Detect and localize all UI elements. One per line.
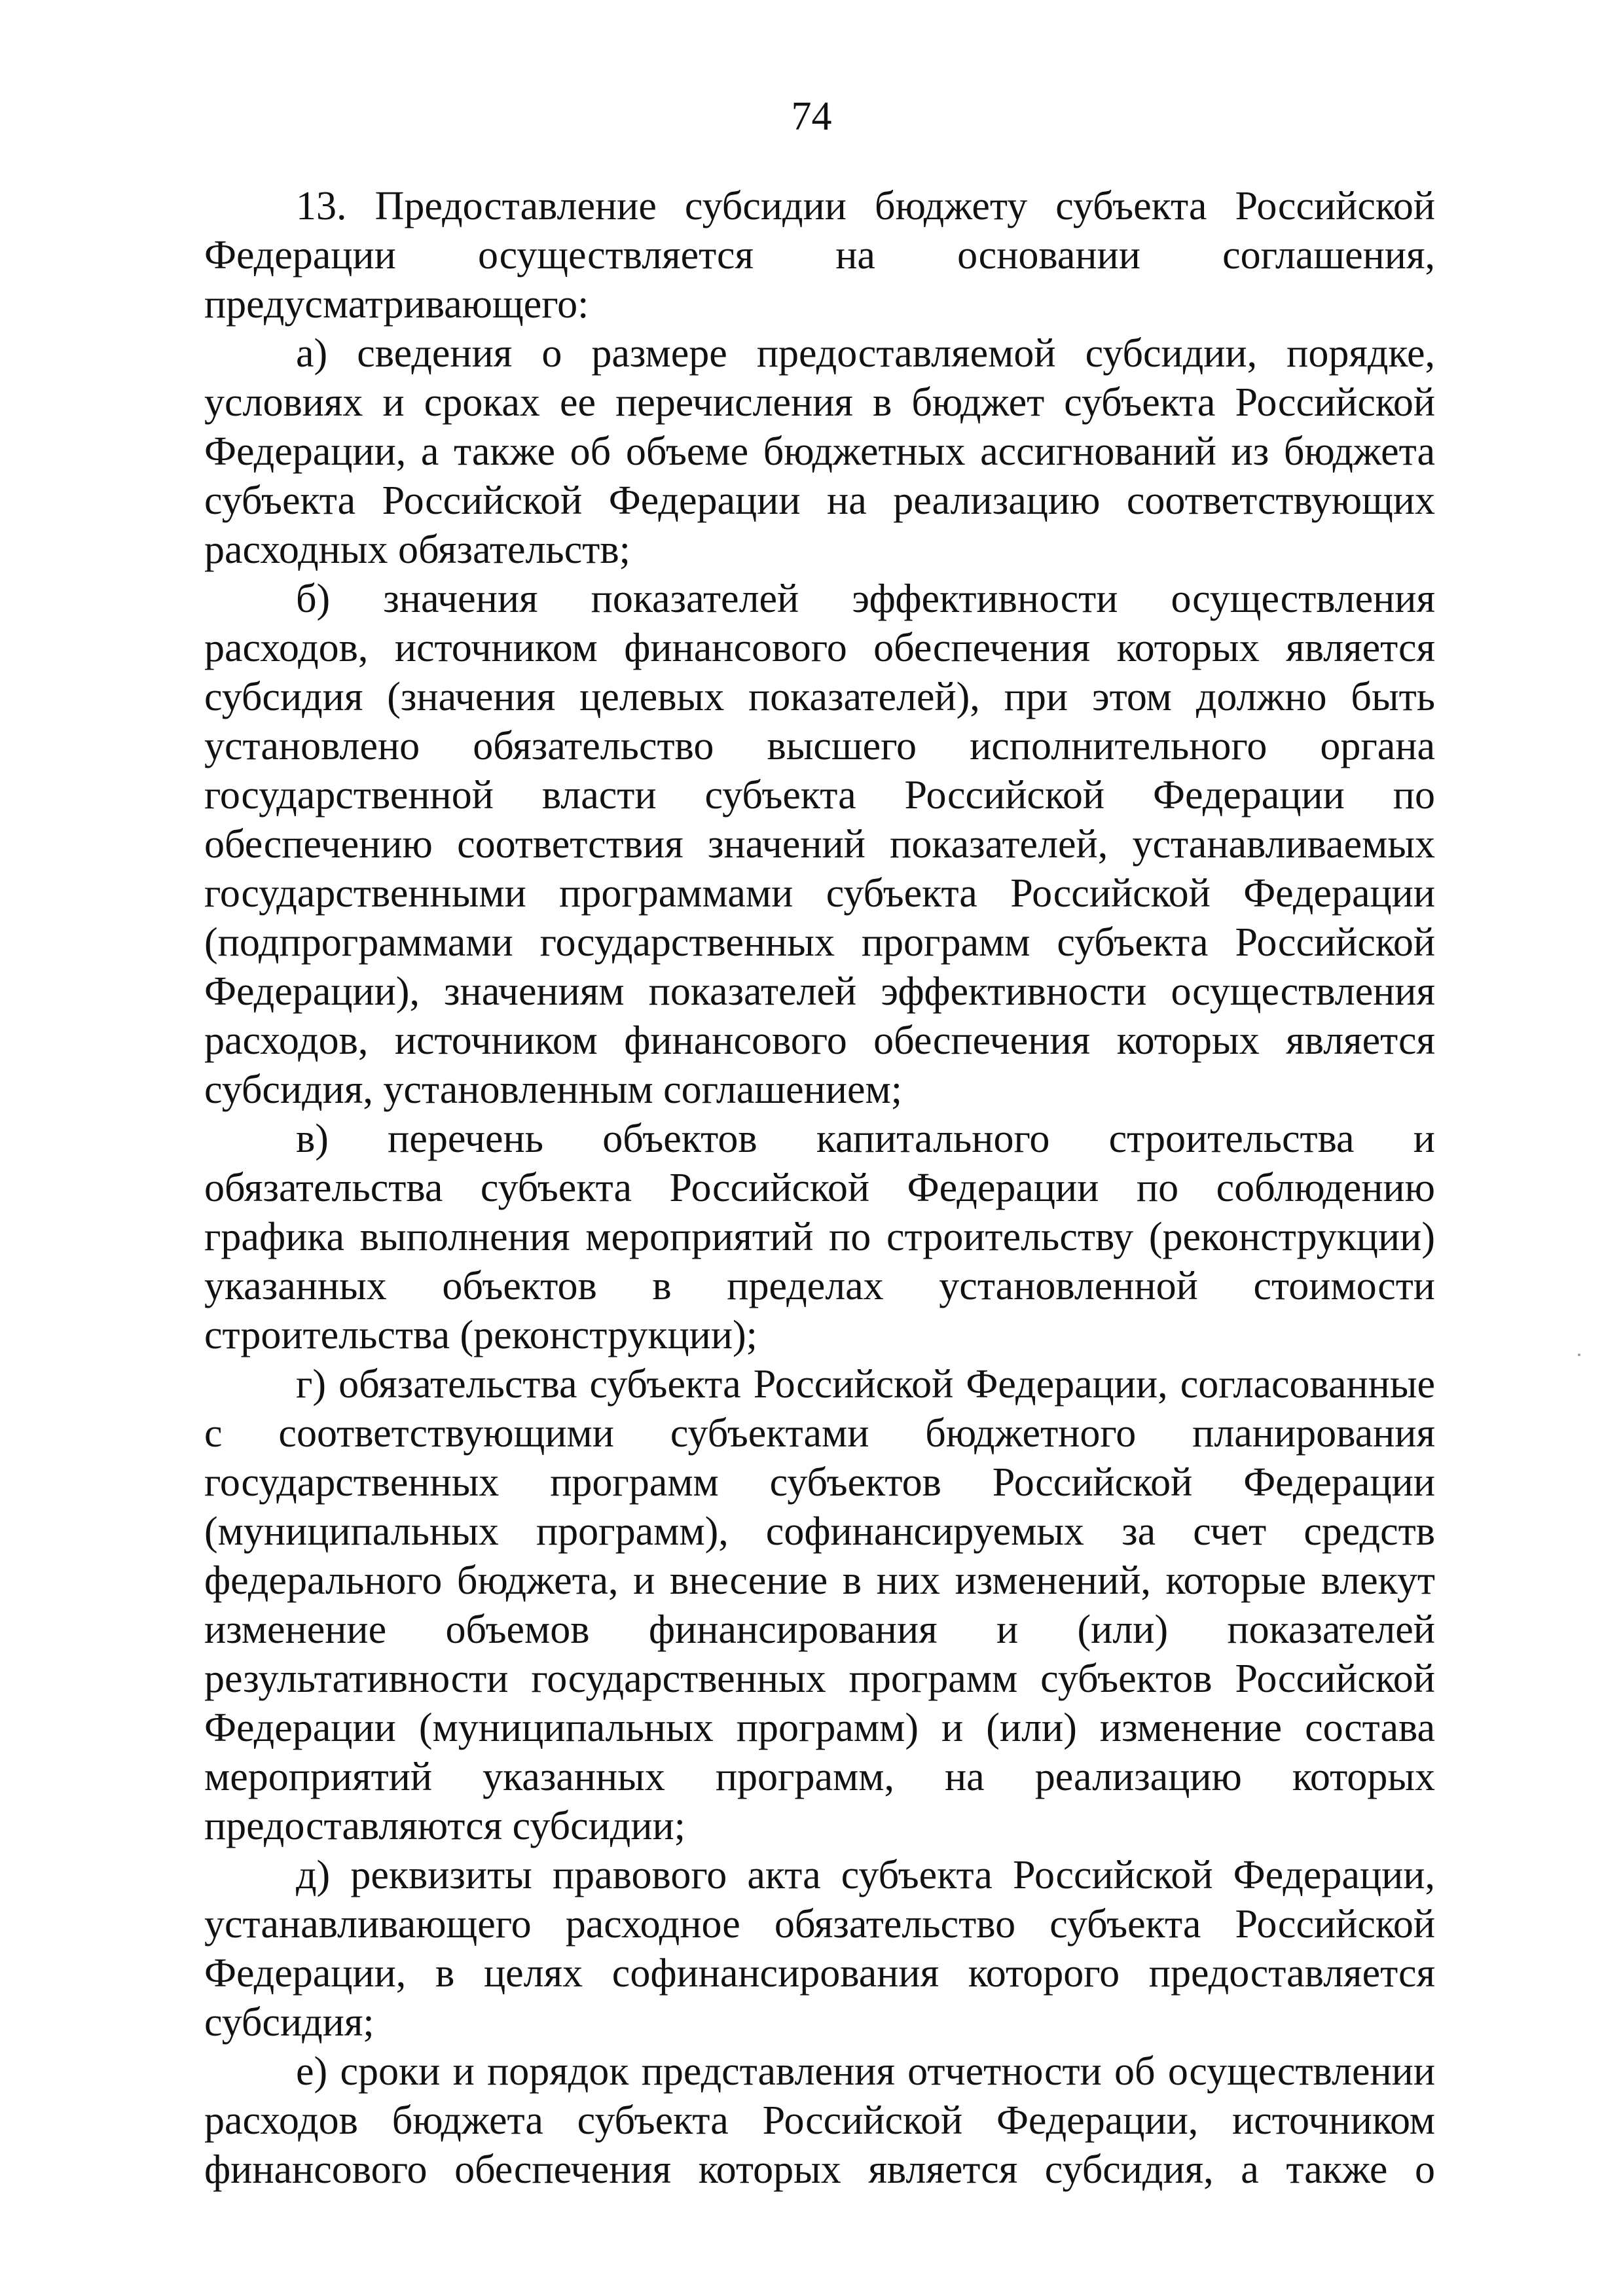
scan-speck xyxy=(1578,1354,1580,1356)
paragraph-13: 13. Предоставление субсидии бюджету субъекта Российской Федерации осуществляется на основании соглашения, предусматривающего: xyxy=(204,184,1435,327)
paragraph-item-b: б) значения показателей эффективности осуществления расходов, источником финансового обеспечения которых является субсидия (значения целевых показателей), при этом должно быть установлено обязательство высшего исполнительного органа государственной власти субъекта Российской Федерации по обеспечению соответствия значений показателей, устанавливаемых государственными программами субъекта Российской Федерации (подпрограммами государственных программ субъекта Российской Федерации), значениям показателей эффективности осуществления расходов, источником финансового обеспечения которых является субсидия, установленным соглашением; xyxy=(204,577,1435,1112)
paragraph-item-e: е) сроки и порядок представления отчетности об осуществлении расходов бюджета субъекта Российской Федерации, источником финансового обеспечения которых является субсидия, а также о xyxy=(204,2049,1435,2192)
paragraph-item-d: д) реквизиты правового акта субъекта Российской Федерации, устанавливающего расходное обязательство субъекта Российской Федерации, в целях софинансирования которого предоставляется субсидия; xyxy=(204,1853,1435,2045)
paragraph-item-v: в) перечень объектов капитального строительства и обязательства субъекта Российской Федерации по соблюдению графика выполнения мероприятий по строительству (реконструкции) указанных объектов в пределах установленной стоимости строительства (реконструкции); xyxy=(204,1117,1435,1357)
paragraph-item-a: а) сведения о размере предоставляемой субсидии, порядке, условиях и сроках ее перечисления в бюджет субъекта Российской Федерации, а также об объеме бюджетных ассигнований из бюджета субъекта Российской Федерации на реализацию соответствующих расходных обязательств; xyxy=(204,331,1435,572)
page-number: 74 xyxy=(791,94,832,139)
document-body xyxy=(204,182,1435,2195)
paragraph-item-g: г) обязательства субъекта Российской Федерации, согласованные с соответствующими субъектами бюджетного планирования государственных программ субъектов Российской Федерации (муниципальных программ), софинансируемых за счет средств федерального бюджета, и внесение в них изменений, которые влекут изменение объемов финансирования и (или) показателей результативности государственных программ субъектов Российской Федерации (муниципальных программ) и (или) изменение состава мероприятий указанных программ, на реализацию которых предоставляются субсидии; xyxy=(204,1362,1435,1848)
